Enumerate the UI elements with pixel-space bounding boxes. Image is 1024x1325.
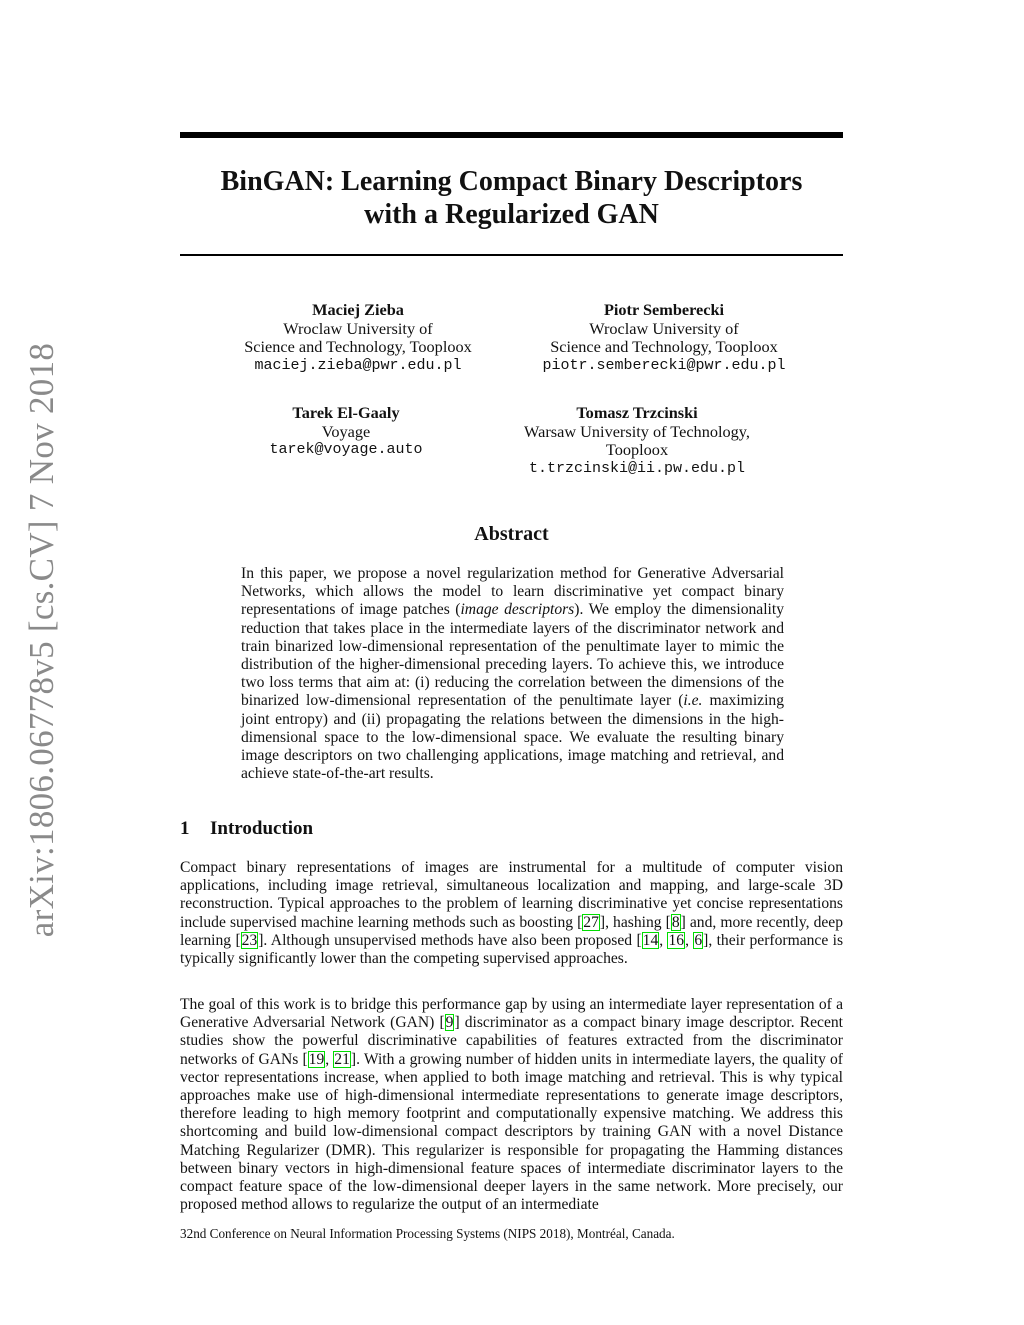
citation-link[interactable]: 27	[583, 913, 599, 931]
arxiv-identifier: arXiv:1806.06778v5 [cs.CV] 7 Nov 2018	[22, 342, 61, 938]
author-name: Maciej Zieba	[312, 300, 404, 319]
author-name: Piotr Semberecki	[603, 300, 725, 319]
author-affiliation: Wroclaw University of	[283, 318, 433, 338]
citation-link[interactable]: 16	[668, 931, 685, 949]
author-email: tarek@voyage.auto	[269, 441, 423, 458]
citation-link[interactable]: 9	[445, 1014, 454, 1032]
intro-paragraph-2: The goal of this work is to bridge this performance gap by using an intermediate layer representation of a Generative Adversarial Network (GAN) [9] discriminator as a compact binary image descriptor. Recent studies show the powerful discriminative capabilities of features extracted from the discriminator networks of GANs [19, 21]. With a growing number of hidden units in intermediate layers, the quality of vector representations increase, when applied to both image matching and retrieval. This is why typical approaches make use of high-dimensional intermediate representations to generate image descriptors, therefore leading to high memory footprint and computationally expensive matching. We address this shortcoming and build low-dimensional compact descriptors by training GAN with a novel Distance Matching Regularizer (DMR). This regularizer is responsible for propagating the Hamming distances between binary vectors in high-dimensional feature spaces of intermediate discriminator layers to the compact feature space of the low-dimensional deeper layers in the same network. More precisely, our proposed method allows to regularize the output of an intermediate	[180, 996, 844, 1214]
citation-link[interactable]: 23	[241, 931, 258, 949]
author-block	[196, 404, 496, 460]
title-top-rule	[180, 132, 843, 138]
citation-link[interactable]: 21	[334, 1050, 350, 1068]
author-block	[487, 404, 787, 478]
title-line-2: with a Regularized GAN	[364, 199, 659, 230]
citation-link[interactable]: 19	[308, 1050, 325, 1068]
author-affiliation: Wroclaw University of	[589, 318, 739, 338]
author-email: t.trzcinski@ii.pw.edu.pl	[528, 459, 746, 477]
author-email: piotr.semberecki@pwr.edu.pl	[542, 356, 786, 374]
citation-link[interactable]: 8	[671, 913, 680, 931]
section-title: Introduction	[210, 818, 314, 839]
abstract-heading: Abstract	[474, 523, 549, 545]
section-heading	[180, 818, 313, 840]
paper-title	[180, 165, 843, 231]
citation-link[interactable]: 14	[642, 931, 659, 949]
author-block	[208, 301, 508, 375]
author-affiliation: Voyage	[321, 421, 371, 441]
conference-footnote: 32nd Conference on Neural Information Processing Systems (NIPS 2018), Montréal, Canada.	[180, 1226, 675, 1241]
intro-paragraph-1: Compact binary representations of images are instrumental for a multitude of computer vision applications, including image retrieval, simultaneous localization and mapping, and large-scale 3D reconstruction. Typical approaches to the problem of learning discriminative yet concise representations include supervised machine learning methods such as boosting [27], hashing [8] and, more recently, deep learning [23]. Although unsupervised methods have also been proposed [14, 16, 6], their performance is typically significantly lower than the competing supervised approaches.	[180, 859, 844, 968]
citation-link[interactable]: 6	[694, 931, 703, 949]
author-affiliation: Science and Technology, Tooploox	[244, 337, 472, 356]
author-block	[514, 301, 814, 375]
author-email: maciej.zieba@pwr.edu.pl	[254, 356, 462, 374]
section-number: 1	[180, 818, 190, 839]
author-affiliation: Tooploox	[605, 440, 669, 459]
title-bottom-rule	[180, 254, 843, 256]
author-name: Tomasz Trzcinski	[576, 403, 698, 422]
author-name: Tarek El-Gaaly	[292, 403, 400, 422]
abstract-text: In this paper, we propose a novel regularization method for Generative Adversarial Networks, which allows the model to learn discriminative yet compact binary representations of image patches (image descriptors). We employ the dimensionality reduction that takes place in the intermediate layers of the discriminator network and train binarized low-dimensional representation of the penultimate layer to mimic the distribution of the higher-dimensional preceding layers. To achieve this, we introduce two loss terms that aim at: (i) reducing the correlation between the dimensions of the binarized low-dimensional representation of the penultimate layer (i.e. maximizing joint entropy) and (ii) propagating the relations between the dimensions in the high-dimensional space to the low-dimensional space. We evaluate the resulting binary image descriptors on two challenging applications, image matching and retrieval, and achieve state-of-the-art results.	[241, 565, 785, 783]
author-affiliation: Science and Technology, Tooploox	[550, 337, 778, 356]
author-affiliation: Warsaw University of Technology,	[524, 421, 750, 441]
emphasis: image descriptors	[460, 601, 575, 619]
emphasis: i.e.	[683, 692, 703, 710]
title-line-1: BinGAN: Learning Compact Binary Descriptors	[220, 166, 803, 197]
